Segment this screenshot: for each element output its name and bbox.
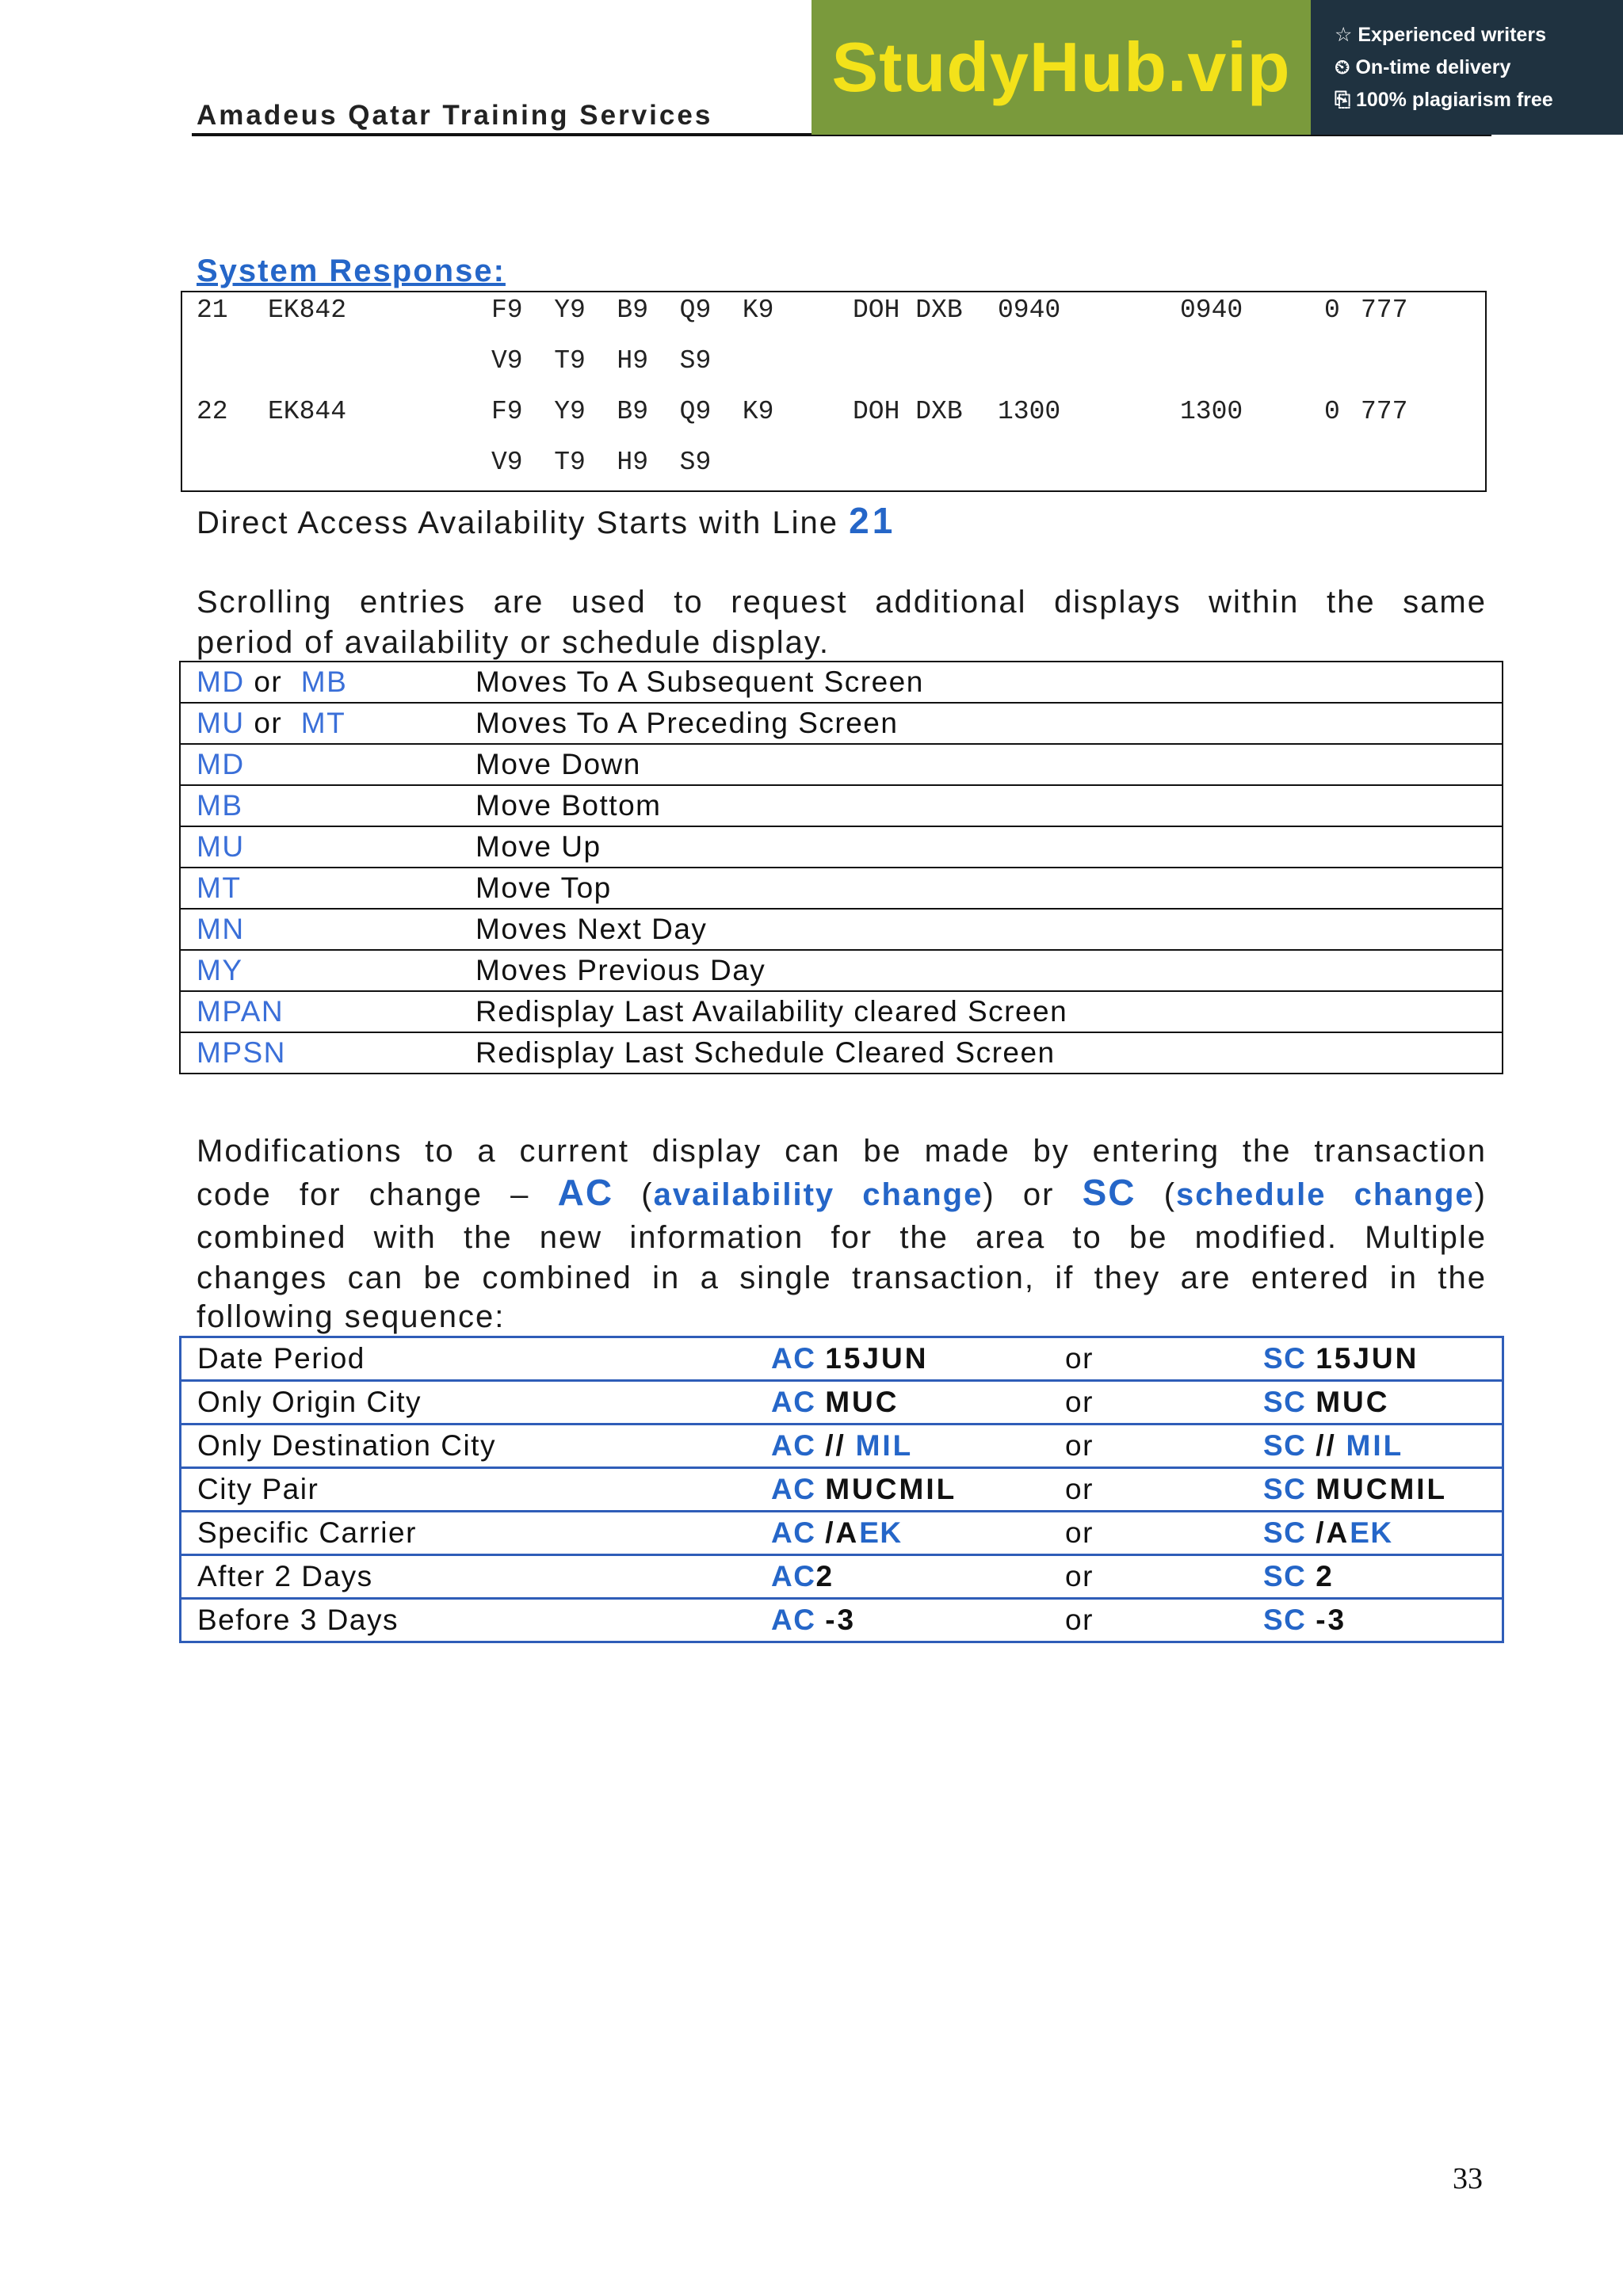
mod-intro-line: changes can be combined in a single transaction, if they are entered in the [197,1261,1487,1295]
studyhub-banner[interactable] [812,0,1623,135]
modification-label: After 2 Days [181,1555,772,1599]
table-row [181,1425,1503,1468]
or-text: or [254,707,283,739]
page-number: 33 [1453,2162,1483,2195]
command-description: Move Bottom [475,785,1503,826]
booking-classes: F9 Y9 B9 Q9 K9 [491,397,774,426]
entry-value: 15JUN [1316,1342,1419,1375]
mod-intro-line: code for change – AC (availability change) or SC (schedule change) [197,1172,1487,1213]
ac-keyword: AC [771,1560,816,1592]
banner-feature: ⏲ On-time delivery [1335,56,1511,78]
table-row [181,1555,1503,1599]
modification-label: City Pair [181,1468,772,1512]
table-row [181,1337,1503,1381]
or-text: or [1022,1177,1055,1212]
command-description: Moves Previous Day [475,950,1503,991]
modification-label: Before 3 Days [181,1599,772,1642]
direct-access-text: Direct Access Availability Starts with Line [197,505,839,540]
table-row [180,868,1503,909]
or-text: or [1065,1555,1263,1599]
or-text: or [254,666,283,698]
banner-feature: ☆ Experienced writers [1335,24,1546,46]
entry-value: MIL [1346,1429,1404,1462]
mod-intro-line: combined with the new information for the area to be modified. Multiple [197,1220,1487,1255]
command-code: MT [180,868,475,909]
command-code: MT [300,707,346,739]
sc-keyword: SC [1263,1473,1307,1505]
command-code: MD [180,744,475,785]
booking-classes: V9 T9 H9 S9 [491,448,712,477]
direct-access-note [197,501,896,543]
sc-entry [1263,1337,1503,1381]
entry-value: MIL [855,1429,914,1462]
sc-entry [1263,1425,1503,1468]
city-pair: DOH DXB [853,296,963,325]
departure-time: 0940 [998,296,1061,325]
banner-features [1311,0,1623,135]
sc-keyword: SC [1082,1172,1136,1213]
ac-keyword: AC [557,1172,614,1213]
entry-value: EK [1350,1516,1393,1549]
mod-intro-text: code for change – [197,1177,530,1212]
command-description: Move Up [475,826,1503,868]
sc-description: schedule change [1176,1177,1475,1212]
entry-value: /A [825,1516,860,1549]
modification-label: Only Destination City [181,1425,772,1468]
command-code: MU [180,826,475,868]
ac-entry [771,1512,1065,1555]
direct-access-number: 21 [849,500,896,541]
mod-intro-line: Modifications to a current display can be made by entering the transaction [197,1134,1487,1169]
modification-label: Date Period [181,1337,772,1381]
table-row [180,703,1503,744]
command-code: MY [180,950,475,991]
ac-keyword: AC [771,1604,816,1636]
command-description: Move Down [475,744,1503,785]
ac-entry [771,1425,1065,1468]
table-row [180,1032,1503,1074]
entry-value: -3 [1316,1604,1347,1636]
command-cell [180,703,475,744]
command-description: Redisplay Last Schedule Cleared Screen [475,1032,1503,1074]
sc-keyword: SC [1263,1342,1307,1375]
entry-value: MUCMIL [1316,1473,1448,1505]
command-description: Move Top [475,868,1503,909]
ac-entry [771,1555,1065,1599]
table-row [180,662,1503,703]
entry-value: EK [859,1516,903,1549]
ac-entry [771,1381,1065,1425]
line-number: 21 [197,296,228,325]
entry-value: // [825,1429,846,1462]
equipment: 777 [1361,296,1408,325]
modification-table [179,1336,1504,1643]
system-response-heading: System Response: [197,254,506,288]
banner-feature: ⎘ 100% plagiarism free [1335,89,1553,111]
ac-keyword: AC [771,1516,816,1549]
entry-value: MUCMIL [825,1473,957,1505]
entry-value: MUC [1316,1386,1390,1418]
departure-time: 1300 [998,397,1061,426]
stops: 0 [1324,296,1340,325]
command-code: MB [180,785,475,826]
stops: 0 [1324,397,1340,426]
command-code: MU [197,707,245,739]
table-row [180,909,1503,950]
sc-entry [1263,1381,1503,1425]
header-title: Amadeus Qatar Training Services [197,100,713,131]
equipment: 777 [1361,397,1408,426]
entry-value: 2 [815,1560,835,1592]
command-code: MPSN [180,1032,475,1074]
sc-entry [1263,1555,1503,1599]
entry-value: -3 [825,1604,857,1636]
ac-keyword: AC [771,1342,816,1375]
ac-entry [771,1599,1065,1642]
entry-value: 15JUN [825,1342,929,1375]
ac-keyword: AC [771,1386,816,1418]
modification-label: Only Origin City [181,1381,772,1425]
table-row [180,991,1503,1032]
ac-description: availability change [653,1177,983,1212]
mod-intro-line: following sequence: [197,1299,506,1334]
scroll-intro-line: period of availability or schedule display. [197,625,830,660]
or-text: or [1065,1381,1263,1425]
or-text: or [1065,1425,1263,1468]
banner-logo[interactable] [812,0,1311,135]
entry-value: /A [1316,1516,1350,1549]
sc-entry [1263,1512,1503,1555]
booking-classes: V9 T9 H9 S9 [491,346,712,376]
command-code: MN [180,909,475,950]
command-code: MD [197,666,245,698]
command-description: Moves To A Preceding Screen [475,703,1503,744]
entry-value: // [1316,1429,1337,1462]
command-description: Redisplay Last Availability cleared Screen [475,991,1503,1032]
arrival-time: 0940 [1180,296,1243,325]
sc-entry [1263,1468,1503,1512]
command-code: MB [300,666,348,698]
or-text: or [1065,1468,1263,1512]
ac-keyword: AC [771,1473,816,1505]
table-row [181,1468,1503,1512]
sc-keyword: SC [1263,1604,1307,1636]
city-pair: DOH DXB [853,397,963,426]
or-text: or [1065,1337,1263,1381]
arrival-time: 1300 [1180,397,1243,426]
banner-logo-text: StudyHub.vip [831,28,1291,106]
ac-entry [771,1337,1065,1381]
ac-keyword: AC [771,1429,816,1462]
modification-label: Specific Carrier [181,1512,772,1555]
table-row [180,950,1503,991]
table-row [180,744,1503,785]
sc-keyword: SC [1263,1429,1307,1462]
ac-entry [771,1468,1065,1512]
sc-keyword: SC [1263,1560,1307,1592]
sc-keyword: SC [1263,1386,1307,1418]
command-cell [180,662,475,703]
command-code: MPAN [180,991,475,1032]
or-text: or [1065,1599,1263,1642]
or-text: or [1065,1512,1263,1555]
entry-value: 2 [1316,1560,1335,1592]
command-description: Moves To A Subsequent Screen [475,662,1503,703]
table-row [180,826,1503,868]
table-row [181,1599,1503,1642]
table-row [180,785,1503,826]
table-row [181,1512,1503,1555]
booking-classes: F9 Y9 B9 Q9 K9 [491,296,774,325]
flight-number: EK842 [268,296,347,325]
sc-keyword: SC [1263,1516,1307,1549]
entry-value: MUC [825,1386,899,1418]
scrolling-commands-table [179,661,1503,1074]
line-number: 22 [197,397,228,426]
sc-entry [1263,1599,1503,1642]
table-row [181,1381,1503,1425]
command-description: Moves Next Day [475,909,1503,950]
flight-number: EK844 [268,397,347,426]
system-response-box [181,291,1487,492]
scroll-intro-line: Scrolling entries are used to request additional displays within the same [197,585,1487,620]
